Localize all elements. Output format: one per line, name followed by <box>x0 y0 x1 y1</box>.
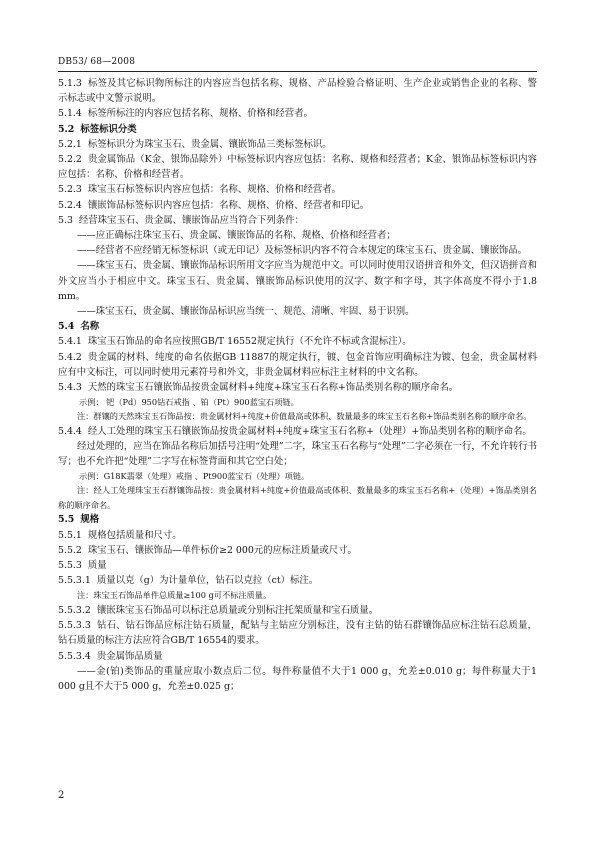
clause-number: 5.5.3.1 <box>58 575 91 587</box>
clause-number: 5.5.3.2 <box>58 604 91 616</box>
clause-number: 5.4.1 <box>58 336 82 348</box>
clause-number: 5.4.2 <box>58 351 82 363</box>
paragraph-text: 标签标识分为珠宝玉石、贵金属、镶嵌饰品三类标签标识。 <box>87 138 332 150</box>
paragraph-text: 天然的珠宝玉石镶嵌饰品按贵金属材料+纯度+珠宝玉石名称+饰品类别名称的顺序命名。 <box>87 382 459 394</box>
section-heading: 规格 <box>80 514 100 526</box>
paragraph <box>58 543 537 558</box>
paragraph <box>58 228 537 243</box>
paragraph <box>58 424 537 439</box>
clause-number: 5.5.3.3 <box>58 620 91 632</box>
paragraph-text: 示例：G18K翡翠（处理）戒指 、Pt900蓝宝石（处理）项链。 <box>79 471 310 482</box>
paragraph-text: 规格包括质量和尺寸。 <box>87 529 182 541</box>
clause-number: 5.5.3 <box>58 559 82 571</box>
paragraph <box>58 664 537 694</box>
paragraph-text: 标签及其它标识物所标注的内容应当包括名称、规格、产品检验合格证明、生产企业或销售企业的名称、警示标志或中文警示说明。 <box>58 78 537 105</box>
paragraph <box>58 258 537 304</box>
paragraph <box>58 558 537 573</box>
paragraph-text: ——珠宝玉石、贵金属、镶嵌饰品标识应当统一、规范、清晰、牢固、易于识别。 <box>77 306 415 318</box>
paragraph <box>58 319 537 334</box>
paragraph-text: ——经营者不应经销无标签标识（或无印记）及标签标识内容不符合本规定的珠宝玉石、贵金属、镶嵌饰品。 <box>77 245 528 257</box>
clause-number: 5.5 <box>58 514 75 526</box>
section-heading: 标签标识分类 <box>80 123 137 135</box>
paragraph-text: 经过处理的，应当在饰品名称后加括号注明“处理”二字，珠宝玉石名称与“处理”二字必须在一行，不允许转行书写；也不允许把“处理”二字写在标签背面和其它空白处； <box>58 440 537 468</box>
paragraph-text: 贵金属饰品质量 <box>96 650 163 662</box>
paragraph-text: 镶嵌珠宝玉石饰品可以标注总质量或分别标注托架质量和宝石质量。 <box>96 604 379 616</box>
clause-number: 5.2.1 <box>58 138 82 150</box>
paragraph-text: ——应正确标注珠宝玉石、贵金属、镶嵌饰品的名称、规格、价格和经营者； <box>77 230 396 242</box>
paragraph <box>58 483 537 512</box>
paragraph-text: ——金(铂)类饰品的重量应取小数点后二位。每件称量值不大于1 000 g，允差±0.010 g；每件称量大于1 000 g且不大于5 000 g，允差±0.025 g； <box>58 665 537 692</box>
paragraph <box>58 512 537 527</box>
paragraph-text: 镶嵌饰品标签标识内容应包括：名称、规格、价格、经营者和印记。 <box>87 199 370 211</box>
paragraph <box>58 213 537 228</box>
clause-number: 5.5.3.4 <box>58 650 91 662</box>
paragraph-text: 经人工处理的珠宝玉石镶嵌饰品按贵金属材料+纯度+珠宝玉石名称+（处理）+饰品类别名称的顺序命名。 <box>87 425 532 437</box>
clause-number: 5.5.2 <box>58 544 82 556</box>
paragraph-text: 示例： 钯（Pd）950钻石戒指 、铂（Pt）900蓝宝石项链。 <box>79 397 299 408</box>
paragraph-text: 标签所标注的内容应包括名称、规格、价格和经营者。 <box>87 108 313 120</box>
paragraph <box>58 469 537 483</box>
clause-number: 5.5.1 <box>58 529 82 541</box>
paragraph-text: 质量以克（g）为计量单位，钻石以克拉（ct）标注。 <box>96 575 319 587</box>
paragraph-text: 珠宝玉石标签标识内容应包括：名称、规格、价格和经营者。 <box>87 184 341 196</box>
paragraph <box>58 439 537 469</box>
paragraph-text: 贵金属饰品（K金、银饰品除外）中标签标识内容应包括：名称、规格和经营者；K金、银饰品标签标识内容应包括：名称、价格和经营者。 <box>58 154 537 181</box>
doc-header-code: DB53/ 68—2008 <box>58 57 136 67</box>
paragraph <box>58 182 537 197</box>
paragraph <box>58 573 537 588</box>
paragraph <box>58 395 537 409</box>
document-body <box>58 76 537 694</box>
paragraph <box>58 334 537 349</box>
clause-number: 5.2 <box>58 123 75 135</box>
paragraph-text: 注：珠宝玉石饰品单件总质量≥100 g可不标注质量。 <box>77 590 272 601</box>
header-rule <box>58 71 537 72</box>
paragraph <box>58 528 537 543</box>
paragraph <box>58 603 537 618</box>
section-heading: 名称 <box>80 321 100 333</box>
clause-number: 5.2.3 <box>58 184 82 196</box>
paragraph-text: ——珠宝玉石、贵金属、镶嵌饰品标识所用文字应当为规范中文。可以同时使用汉语拼音和外文，但汉语拼音和外文应当小于相应中文。珠宝玉石、贵金属、镶嵌饰品标识使用的汉字、数字和字母，其字体高度不得小于1.8 mm。 <box>58 260 537 302</box>
paragraph <box>58 198 537 213</box>
paragraph <box>58 350 537 380</box>
paragraph <box>58 243 537 258</box>
clause-number: 5.3 <box>58 214 73 226</box>
page-number: 2 <box>58 790 65 801</box>
clause-number: 5.4 <box>58 321 75 333</box>
clause-number: 5.4.4 <box>58 425 82 437</box>
paragraph <box>58 152 537 182</box>
paragraph <box>58 122 537 137</box>
paragraph-text: 贵金属的材料、纯度的命名依据GB 11887的规定执行，镀、包金首饰应明确标注为镀、包金，贵金属材料应有中文标注，可以同时使用元素符号和外文，非贵金属材料应标注主材料的中文名称。 <box>58 351 537 378</box>
clause-number: 5.1.3 <box>58 78 82 89</box>
paragraph <box>58 380 537 395</box>
clause-number: 5.1.4 <box>58 108 82 120</box>
paragraph <box>58 76 537 106</box>
paragraph <box>58 409 537 424</box>
paragraph-text: 经营珠宝玉石、贵金属、镶嵌饰品应当符合下列条件： <box>78 214 304 226</box>
paragraph-text: 注：经人工处理珠宝玉石群镶饰品按：贵金属材料+纯度+价值最高或体积、数量最多的珠宝玉石名称+（处理）+饰品类别名称的顺序命名。 <box>58 485 537 510</box>
paragraph <box>58 304 537 319</box>
paragraph-text: 质量 <box>87 559 107 571</box>
paragraph <box>58 649 537 664</box>
paragraph-text: 珠宝玉石、镶嵌饰品—单件标价≥2 000元的应标注质量或尺寸。 <box>87 544 357 556</box>
paragraph-text: 钻石、钻石饰品应标注钻石质量，配钻与主钻应分别标注，没有主钻的钻石群镶饰品应标注钻石总质量，钻石质量的标注方法应符合GB/T 16554的要求。 <box>58 620 537 647</box>
paragraph <box>58 588 537 603</box>
paragraph-text: 注：群镶的天然珠宝玉石饰品按：贵金属材料+纯度+价值最高或体积、数量最多的珠宝玉石名称+饰品类别名称的顺序命名。 <box>77 411 532 422</box>
clause-number: 5.4.3 <box>58 382 82 394</box>
paragraph <box>58 106 537 121</box>
paragraph <box>58 618 537 648</box>
paragraph <box>58 137 537 152</box>
paragraph-text: 珠宝玉石饰品的命名应按照GB/T 16552规定执行（不允许不标或含混标注）。 <box>87 336 412 348</box>
clause-number: 5.2.2 <box>58 154 82 166</box>
clause-number: 5.2.4 <box>58 199 82 211</box>
